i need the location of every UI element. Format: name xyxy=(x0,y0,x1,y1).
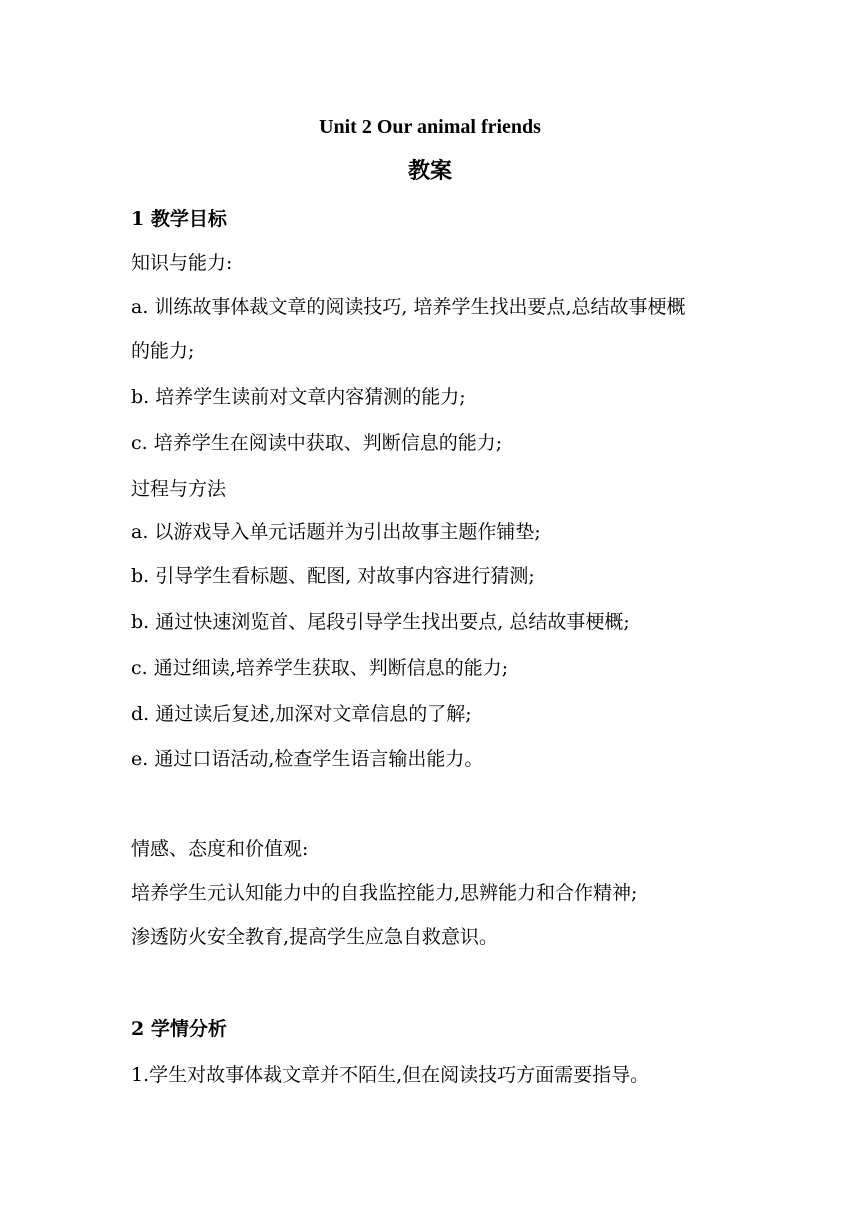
knowledge-heading: 知识与能力: xyxy=(131,252,233,274)
section-1-heading: 1 教学目标 xyxy=(131,208,227,230)
process-item: e. 通过口语活动,检查学生语言输出能力。 xyxy=(131,748,484,770)
analysis-item: 1.学生对故事体裁文章并不陌生,但在阅读技巧方面需要指导。 xyxy=(131,1064,650,1086)
process-item: a. 以游戏导入单元话题并为引出故事主题作铺垫; xyxy=(131,521,541,543)
knowledge-item: c. 培养学生在阅读中获取、判断信息的能力; xyxy=(131,432,503,454)
knowledge-item: a. 训练故事体裁文章的阅读技巧, 培养学生找出要点,总结故事梗概 xyxy=(131,296,686,318)
emotion-heading: 情感、态度和价值观: xyxy=(131,838,309,860)
process-item: b. 通过快速浏览首、尾段引导学生找出要点, 总结故事梗概; xyxy=(131,611,630,633)
process-item: d. 通过读后复述,加深对文章信息的了解; xyxy=(131,703,472,725)
emotion-item: 培养学生元认知能力中的自我监控能力,思辨能力和合作精神; xyxy=(131,882,638,904)
process-heading: 过程与方法 xyxy=(131,478,227,500)
document-subtitle: 教案 xyxy=(407,158,452,184)
section-2-heading: 2 学情分析 xyxy=(131,1018,227,1040)
document-title: Unit 2 Our animal friends xyxy=(319,116,541,138)
emotion-item: 渗透防火安全教育,提高学生应急自救意识。 xyxy=(131,926,499,948)
knowledge-item: b. 培养学生读前对文章内容猜测的能力; xyxy=(131,386,466,408)
knowledge-item: 的能力; xyxy=(131,340,195,362)
process-item: c. 通过细读,培养学生获取、判断信息的能力; xyxy=(131,657,509,679)
process-item: b. 引导学生看标题、配图, 对故事内容进行猜测; xyxy=(131,565,535,587)
